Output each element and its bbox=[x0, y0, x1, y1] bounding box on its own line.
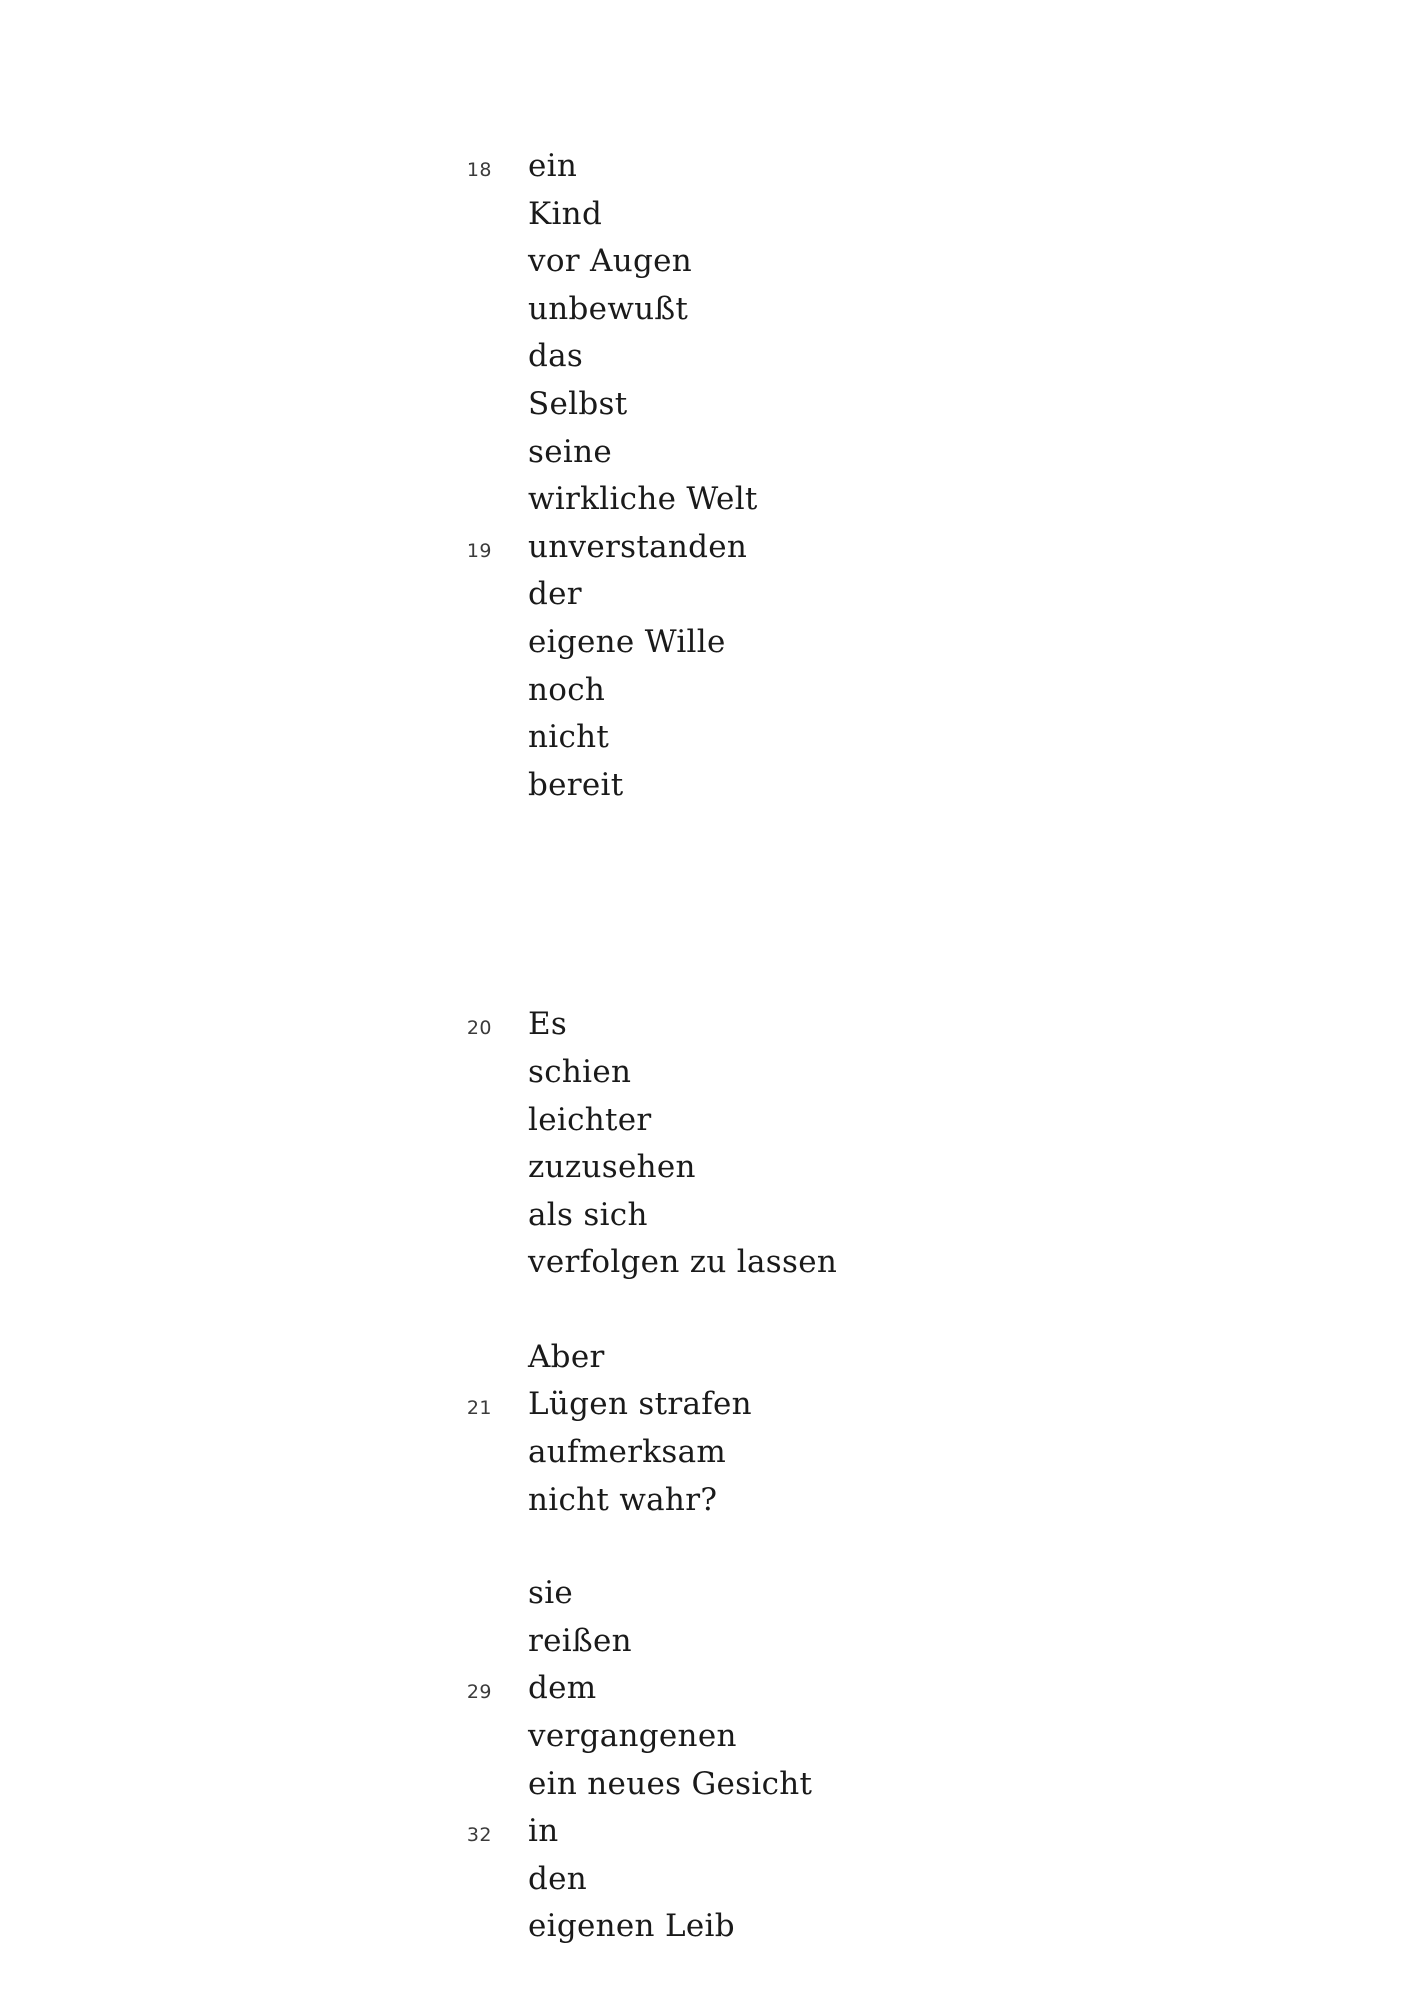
verse-text: Kind bbox=[528, 195, 603, 232]
verse-text: nicht bbox=[528, 719, 610, 756]
poem-line bbox=[400, 1334, 837, 1382]
verse-text: schien bbox=[528, 1053, 632, 1090]
verse-text: wirkliche Welt bbox=[528, 481, 758, 518]
line-number: 29 bbox=[466, 1681, 492, 1704]
line-number: 21 bbox=[466, 1397, 492, 1420]
stanza-group bbox=[400, 143, 837, 809]
verse-text: Lügen strafen bbox=[528, 1386, 752, 1423]
poem-line bbox=[400, 286, 837, 334]
poem-line bbox=[400, 1049, 837, 1097]
verse-text: der bbox=[528, 576, 582, 613]
poem-line bbox=[400, 143, 837, 191]
poem-line bbox=[400, 1001, 837, 1049]
poem-line bbox=[400, 1381, 837, 1429]
poem-line bbox=[400, 1856, 837, 1904]
verse-text: den bbox=[528, 1860, 588, 1897]
stanza-group bbox=[400, 1334, 837, 1524]
poem-line bbox=[400, 1618, 837, 1666]
verse-text: reißen bbox=[528, 1622, 632, 1659]
poem-line bbox=[400, 191, 837, 239]
poem-line bbox=[400, 238, 837, 286]
verse-text: leichter bbox=[528, 1101, 652, 1138]
poem-line bbox=[400, 476, 837, 524]
poem-line bbox=[400, 524, 837, 572]
verse-text: sie bbox=[528, 1575, 574, 1612]
verse-text: aufmerksam bbox=[528, 1434, 727, 1471]
verse-text: verfolgen zu lassen bbox=[528, 1244, 838, 1281]
poem-line bbox=[400, 333, 837, 381]
poem-line bbox=[400, 571, 837, 619]
verse-text: in bbox=[528, 1813, 559, 1850]
verse-text: Aber bbox=[528, 1338, 605, 1375]
poem-line bbox=[400, 1477, 837, 1525]
poem-line bbox=[400, 1097, 837, 1145]
line-number: 20 bbox=[466, 1017, 492, 1040]
verse-text: eigene Wille bbox=[528, 623, 726, 660]
poem-line bbox=[400, 381, 837, 429]
verse-text: nicht wahr? bbox=[528, 1481, 718, 1518]
verse-text: bereit bbox=[528, 766, 624, 803]
verse-text: Selbst bbox=[528, 385, 628, 422]
verse-text: Es bbox=[528, 1006, 568, 1043]
verse-text: unverstanden bbox=[528, 528, 748, 565]
poem-line bbox=[400, 1713, 837, 1761]
verse-text: ein bbox=[528, 148, 578, 184]
line-number: 18 bbox=[466, 159, 492, 181]
verse-text: unbewußt bbox=[528, 290, 689, 327]
poem-line bbox=[400, 1761, 837, 1809]
line-number: 19 bbox=[466, 539, 492, 562]
verse-text: seine bbox=[528, 433, 612, 470]
verse-text: dem bbox=[528, 1670, 597, 1707]
poem-line bbox=[400, 1144, 837, 1192]
stanza-group bbox=[400, 1570, 837, 1951]
poem-line bbox=[400, 762, 837, 810]
verse-text: vor Augen bbox=[528, 243, 693, 280]
poem bbox=[400, 143, 837, 1951]
stanza-group bbox=[400, 1001, 837, 1287]
poem-line bbox=[400, 1903, 837, 1951]
verse-text: vergangenen bbox=[528, 1718, 737, 1755]
verse-text: das bbox=[528, 338, 584, 375]
line-number: 32 bbox=[466, 1824, 492, 1847]
verse-text: als sich bbox=[528, 1196, 648, 1233]
verse-text: zuzusehen bbox=[528, 1149, 696, 1186]
poem-line bbox=[400, 1429, 837, 1477]
verse-text: noch bbox=[528, 671, 606, 708]
poem-line bbox=[400, 667, 837, 715]
poem-line bbox=[400, 1665, 837, 1713]
poem-line bbox=[400, 429, 837, 477]
poem-line bbox=[400, 1192, 837, 1240]
verse-text: eigenen Leib bbox=[528, 1908, 735, 1945]
poem-line bbox=[400, 1570, 837, 1618]
poem-line bbox=[400, 619, 837, 667]
poem-line bbox=[400, 1239, 837, 1287]
poem-line bbox=[400, 714, 837, 762]
verse-text: ein neues Gesicht bbox=[528, 1765, 813, 1802]
poem-line bbox=[400, 1808, 837, 1856]
